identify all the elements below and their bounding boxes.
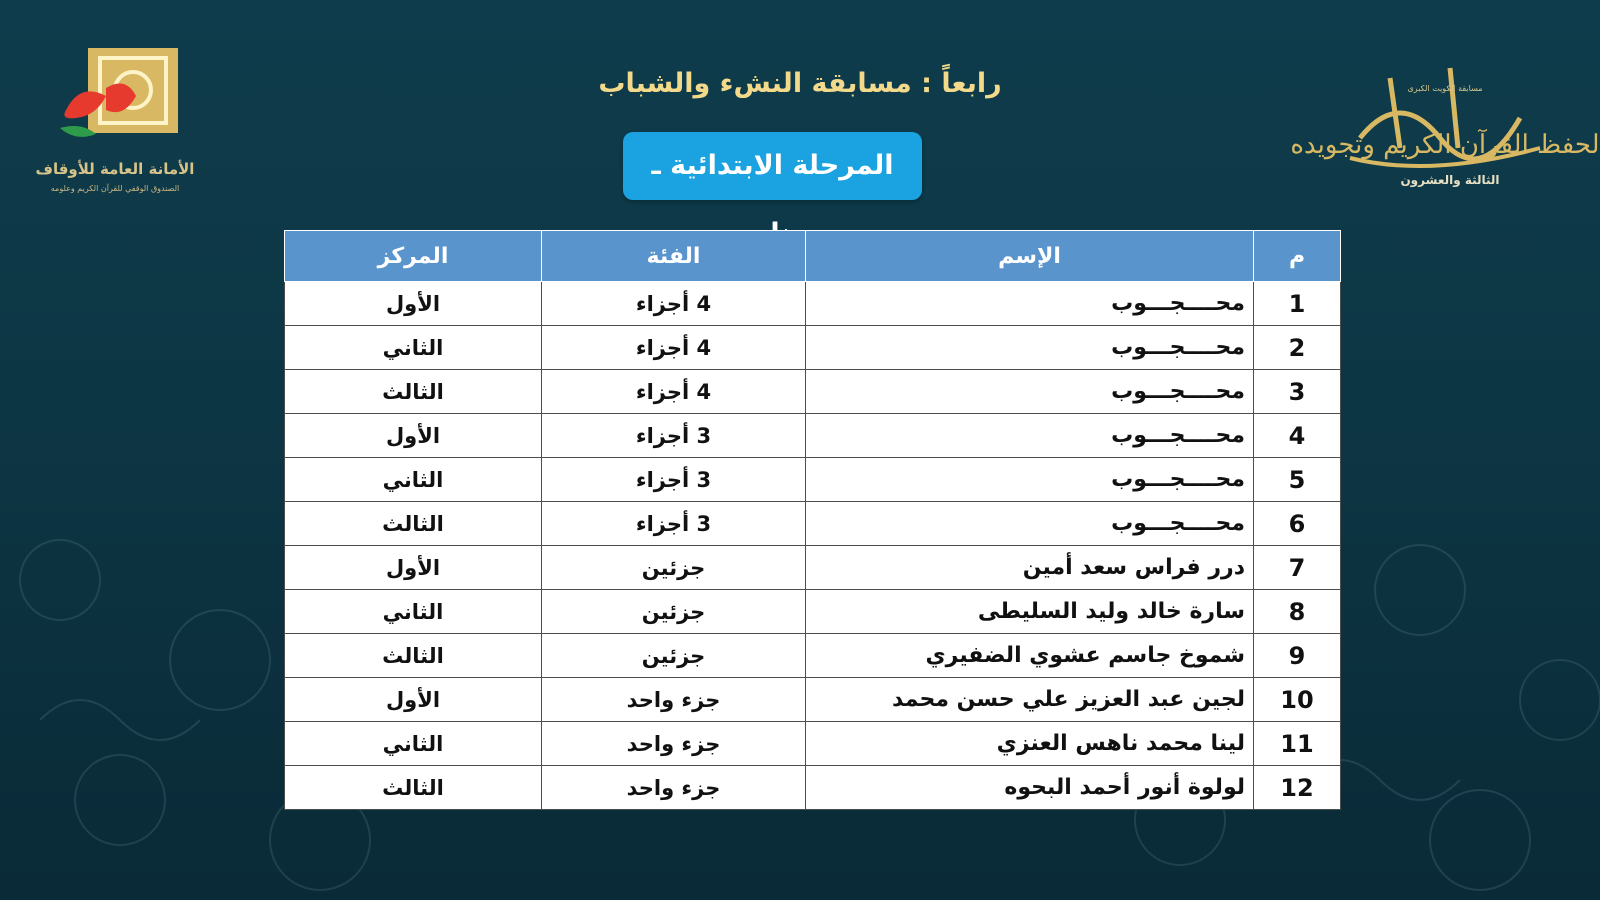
row-number: 2 [1254, 326, 1341, 370]
row-rank: الثالث [285, 634, 542, 678]
row-number: 1 [1254, 282, 1341, 326]
table-header-row [285, 231, 1341, 282]
table-row [285, 634, 1341, 678]
row-number: 12 [1254, 766, 1341, 810]
row-number: 3 [1254, 370, 1341, 414]
row-name: لينا محمد ناهس العنزي [806, 722, 1254, 766]
awqaf-subcaption: الصندوق الوقفي للقرآن الكريم وعلومه [50, 184, 180, 193]
row-rank: الأول [285, 282, 542, 326]
table-row [285, 546, 1341, 590]
results-table [284, 230, 1341, 810]
row-number: 4 [1254, 414, 1341, 458]
awqaf-caption: الأمانة العامة للأوقاف [35, 160, 195, 178]
table-row [285, 502, 1341, 546]
table-body [285, 282, 1341, 810]
row-category: جزئين [542, 590, 806, 634]
table-row [285, 370, 1341, 414]
row-number: 8 [1254, 590, 1341, 634]
row-number: 7 [1254, 546, 1341, 590]
row-category: 3 أجزاء [542, 502, 806, 546]
row-category: جزئين [542, 546, 806, 590]
table-row [285, 458, 1341, 502]
row-number: 11 [1254, 722, 1341, 766]
row-rank: الأول [285, 546, 542, 590]
row-rank: الأول [285, 678, 542, 722]
stage-badge: المرحلة الابتدائية ـ [623, 132, 922, 200]
table-row [285, 282, 1341, 326]
table-row [285, 766, 1341, 810]
row-name: محــــجـــوب [806, 282, 1254, 326]
row-rank: الثاني [285, 326, 542, 370]
row-category: 3 أجزاء [542, 414, 806, 458]
competition-calligraphy: لحفظ القرآن الكريم وتجويده [1290, 130, 1600, 160]
row-rank: الثالث [285, 502, 542, 546]
row-rank: الثاني [285, 458, 542, 502]
row-number: 10 [1254, 678, 1341, 722]
row-category: 4 أجزاء [542, 326, 806, 370]
competition-subcaption: الثالثة والعشرون [1400, 173, 1500, 187]
column-header-number: م [1254, 231, 1341, 282]
row-name: سارة خالد وليد السليطى [806, 590, 1254, 634]
row-category: 3 أجزاء [542, 458, 806, 502]
row-name: محــــجـــوب [806, 502, 1254, 546]
column-header-category: الفئة [542, 231, 806, 282]
row-name: شموخ جاسم عشوي الضفيري [806, 634, 1254, 678]
table-row [285, 590, 1341, 634]
row-category: 4 أجزاء [542, 370, 806, 414]
row-category: جزء واحد [542, 722, 806, 766]
column-header-name: الإسم [806, 231, 1254, 282]
table-row [285, 722, 1341, 766]
row-name: درر فراس سعد أمين [806, 546, 1254, 590]
row-name: محــــجـــوب [806, 326, 1254, 370]
row-rank: الثاني [285, 590, 542, 634]
table-row [285, 414, 1341, 458]
row-rank: الأول [285, 414, 542, 458]
row-name: محــــجـــوب [806, 458, 1254, 502]
row-rank: الثالث [285, 766, 542, 810]
row-number: 6 [1254, 502, 1341, 546]
column-header-rank: المركز [285, 231, 542, 282]
row-name: محــــجـــوب [806, 370, 1254, 414]
row-rank: الثالث [285, 370, 542, 414]
table-row [285, 678, 1341, 722]
row-name: لجين عبد العزيز علي حسن محمد [806, 678, 1254, 722]
row-number: 5 [1254, 458, 1341, 502]
row-category: جزء واحد [542, 678, 806, 722]
page-title: رابعاً : مسابقة النشء والشباب [598, 68, 1002, 99]
competition-small-text: مسابقة الكويت الكبرى [1407, 84, 1483, 93]
table-row [285, 326, 1341, 370]
row-rank: الثاني [285, 722, 542, 766]
row-number: 9 [1254, 634, 1341, 678]
row-category: جزئين [542, 634, 806, 678]
row-category: جزء واحد [542, 766, 806, 810]
row-name: محــــجـــوب [806, 414, 1254, 458]
row-name: لولوة أنور أحمد البحوه [806, 766, 1254, 810]
row-category: 4 أجزاء [542, 282, 806, 326]
